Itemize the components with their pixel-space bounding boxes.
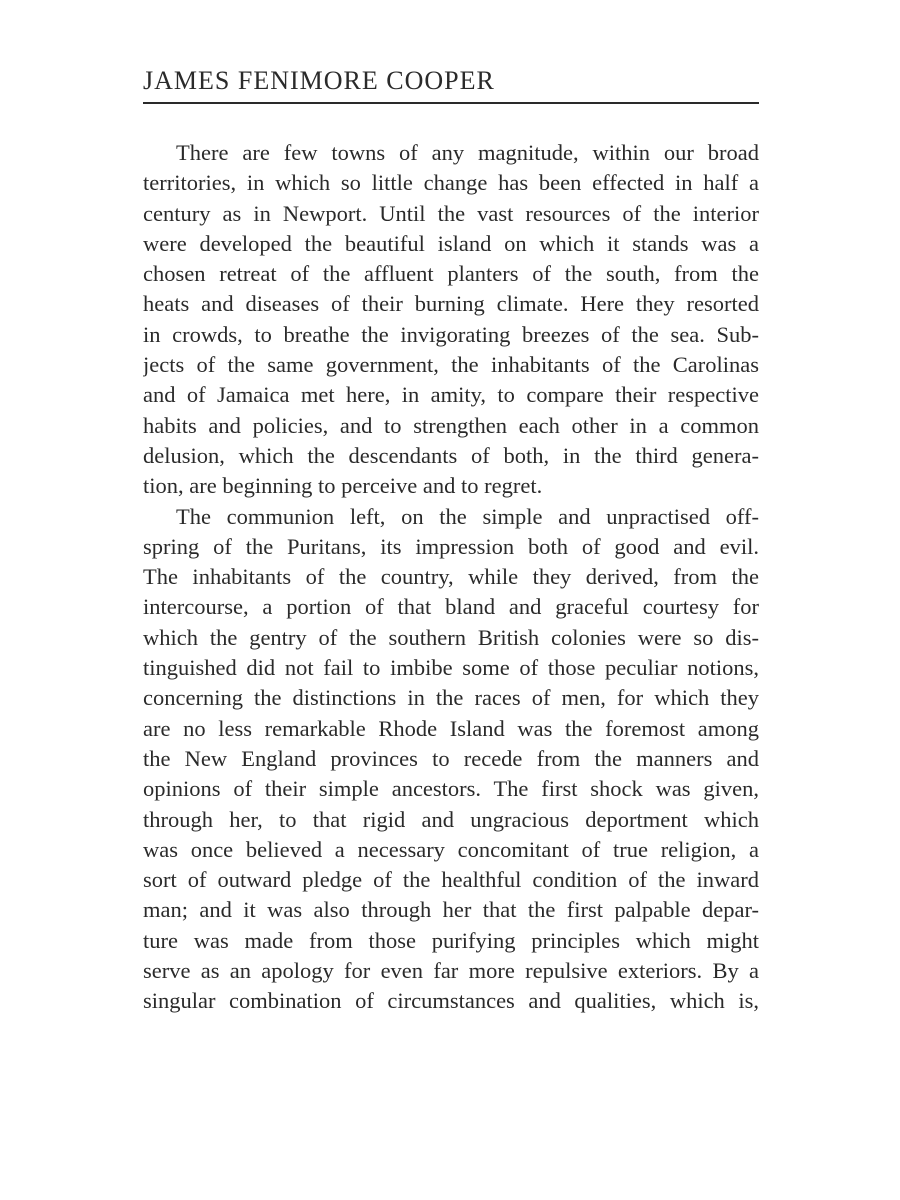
text-line: There are few towns of any magnitude, within our broad bbox=[176, 140, 759, 165]
text-line: territories, in which so little change has been effected in half a bbox=[143, 170, 759, 196]
text-line: The inhabitants of the country, while they derived, from the bbox=[143, 564, 759, 590]
text-line: ture was made from those purifying principles which might bbox=[143, 927, 759, 953]
text-line: are no less remarkable Rhode Island was the foremost among bbox=[143, 715, 759, 741]
text-line: tinguished did not fail to imbibe some of those peculiar notions, bbox=[143, 655, 759, 681]
text-line: through her, to that rigid and ungracious deportment which bbox=[143, 806, 759, 832]
text-line: and of Jamaica met here, in amity, to compare their respective bbox=[143, 382, 759, 408]
text-line: concerning the distinctions in the races of men, for which they bbox=[143, 685, 759, 711]
text-line: delusion, which the descendants of both, in the third genera- bbox=[143, 442, 759, 468]
text-line: the New England provinces to recede from the manners and bbox=[143, 745, 759, 771]
text-line: heats and diseases of their burning climate. Here they resorted bbox=[143, 291, 759, 317]
author-name-header: JAMES FENIMORE COOPER bbox=[143, 66, 495, 95]
text-line: spring of the Puritans, its impression both of good and evil. bbox=[143, 533, 759, 559]
paragraph-2 bbox=[143, 502, 759, 1017]
text-line: sort of outward pledge of the healthful condition of the inward bbox=[143, 867, 759, 893]
text-line: The communion left, on the simple and unpractised off- bbox=[176, 503, 759, 529]
text-line: serve as an apology for even far more repulsive exteriors. By a bbox=[143, 958, 759, 984]
text-line: century as in Newport. Until the vast resources of the interior bbox=[143, 200, 759, 226]
paragraph-1 bbox=[143, 138, 759, 502]
text-line: in crowds, to breathe the invigorating breezes of the sea. Sub- bbox=[143, 321, 759, 347]
text-line: chosen retreat of the affluent planters of the south, from the bbox=[143, 261, 759, 287]
text-line: man; and it was also through her that the first palpable depar- bbox=[143, 897, 759, 923]
text-line: opinions of their simple ancestors. The first shock was given, bbox=[143, 776, 759, 802]
running-head bbox=[143, 66, 759, 104]
text-line: intercourse, a portion of that bland and graceful courtesy for bbox=[143, 594, 759, 620]
text-line: which the gentry of the southern British colonies were so dis- bbox=[143, 624, 759, 650]
text-line: singular combination of circumstances and qualities, which is, bbox=[143, 988, 759, 1014]
text-line: habits and policies, and to strengthen each other in a common bbox=[143, 412, 759, 438]
text-line: was once believed a necessary concomitant of true religion, a bbox=[143, 836, 759, 862]
text-line: were developed the beautiful island on which it stands was a bbox=[143, 230, 759, 256]
text-line: tion, are beginning to perceive and to regret. bbox=[143, 473, 543, 499]
body-text bbox=[143, 138, 759, 1017]
text-line: jects of the same government, the inhabitants of the Carolinas bbox=[143, 352, 759, 378]
